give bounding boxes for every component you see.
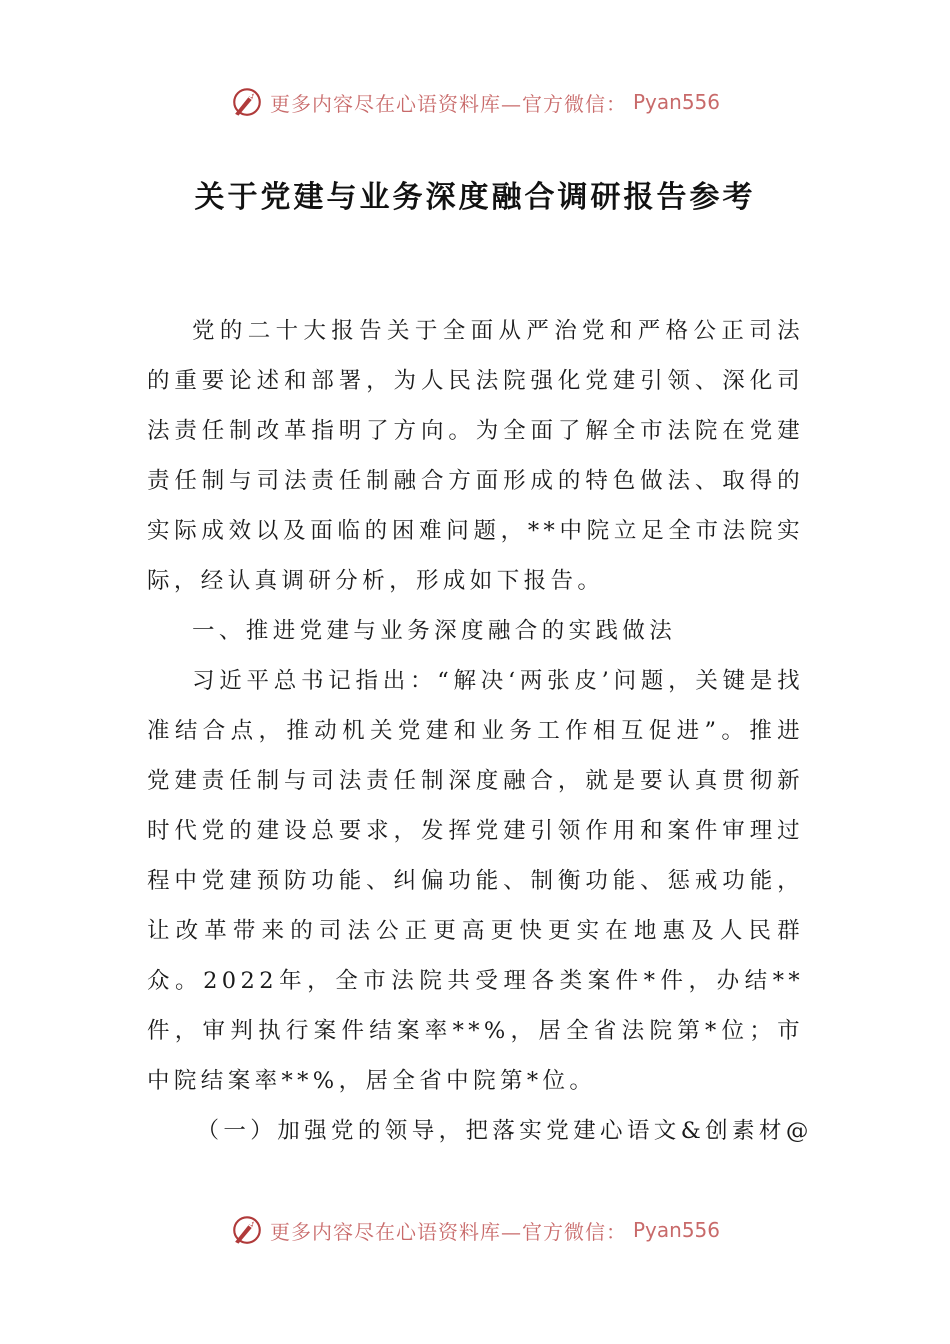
header-banner bbox=[0, 80, 950, 124]
document-title: 关于党建与业务深度融合调研报告参考 bbox=[194, 180, 756, 215]
body-paragraph-1: 习近平总书记指出：“解决‘两张皮’问题，关键是找准结合点，推动机关党建和业务工作相互促进”。推进党建责任制与司法责任制深度融合，就是要认真贯彻新时代党的建设总要求，发挥党建引领作用和案件审理过程中党建预防功能、纠偏功能、制衡功能、惩戒功能，让改革带来的司法公正更高更快更实在地惠及人民群众。2022年，全市法院共受理各类案件*件，办结**件，审判执行案件结案率**%，居全省法院第*位；市中院结案率**%，居全省中院第*位。 bbox=[147, 668, 804, 1094]
footer-banner-wechat-id: Pyan556 bbox=[632, 1218, 720, 1242]
footer-banner-text: 更多内容尽在心语资料库—官方微信： bbox=[269, 1219, 627, 1244]
pen-nib-logo-icon bbox=[230, 1213, 264, 1247]
document-body bbox=[147, 306, 813, 1156]
subsection-heading-1: （一）加强党的领导，把落实党建心语文&创素材@ bbox=[196, 1118, 813, 1144]
pen-nib-logo-icon bbox=[230, 85, 264, 119]
header-banner-wechat-id: Pyan556 bbox=[632, 90, 720, 114]
intro-paragraph: 党的二十大报告关于全面从严治党和严格公正司法的重要论述和部署，为人民法院强化党建引领、深化司法责任制改革指明了方向。为全面了解全市法院在党建责任制与司法责任制融合方面形成的特色做法、取得的实际成效以及面临的困难问题，**中院立足全市法院实际，经认真调研分析，形成如下报告。 bbox=[147, 318, 804, 594]
section-heading-1: 一、推进党建与业务深度融合的实践做法 bbox=[192, 618, 677, 644]
header-banner-content bbox=[230, 85, 720, 119]
footer-banner-content bbox=[230, 1213, 720, 1247]
footer-banner bbox=[0, 1208, 950, 1252]
header-banner-text: 更多内容尽在心语资料库—官方微信： bbox=[269, 91, 627, 116]
